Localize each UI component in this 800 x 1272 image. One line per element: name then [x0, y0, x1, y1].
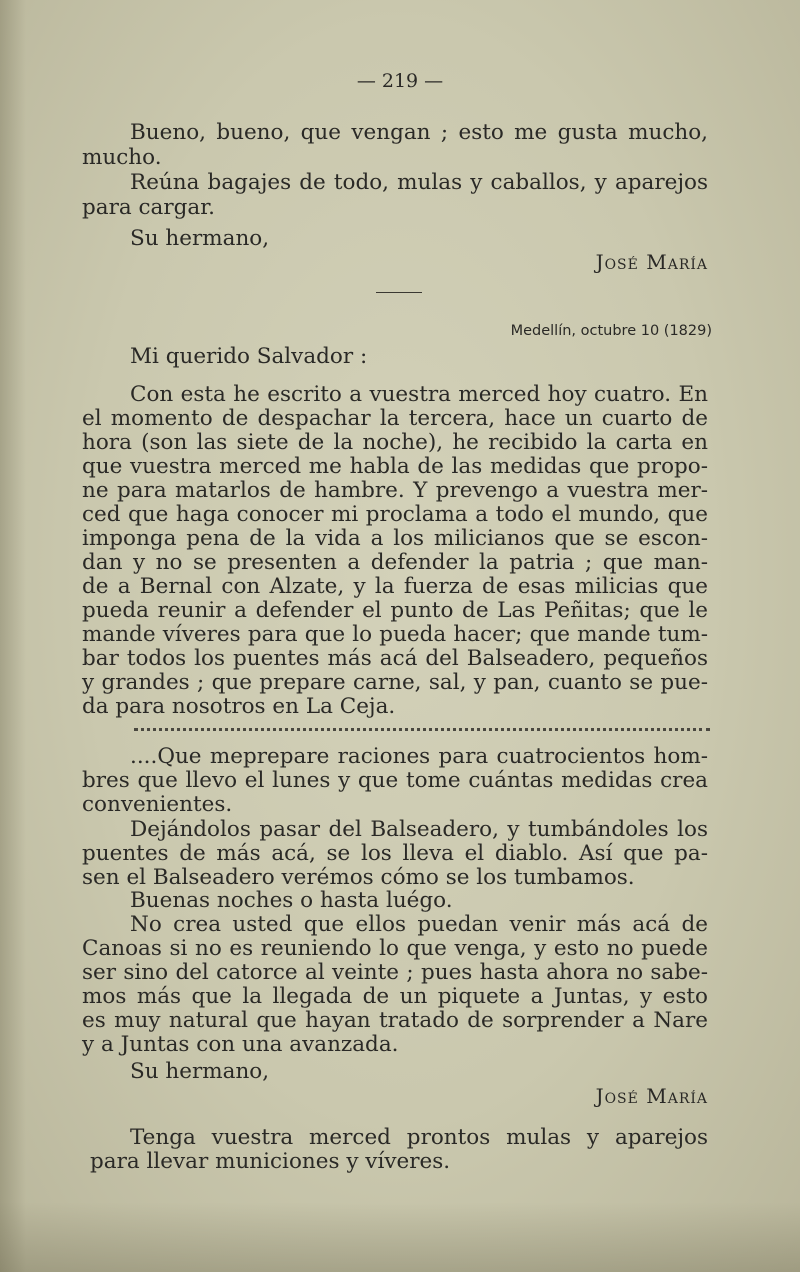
para2-line-3: convenientes. [82, 792, 233, 817]
ellipsis-rule [134, 722, 710, 731]
page-number: — 219 — [356, 70, 444, 92]
letter2-closing: Su hermano, [130, 1059, 270, 1084]
letter1-line-4: para cargar. [82, 195, 215, 220]
para3-line-1: Dejándolos pasar del Balseadero, y tumbándoles los [130, 817, 708, 842]
para1-line-2: el momento de despachar la tercera, hace un cuarto de [82, 406, 708, 431]
postscript-line-1: Tenga vuestra merced prontos mulas y aparejos [130, 1125, 708, 1150]
letter2-dateline: Medellín, octubre 10 (1829) [510, 323, 712, 339]
letter1-signature: José María [595, 250, 708, 274]
para2-line-2: bres que llevo el lunes y que tome cuántas medidas crea [82, 768, 708, 793]
para1-line-14: da para nosotros en La Ceja. [82, 694, 396, 719]
letter2-signature: José María [595, 1084, 708, 1108]
para1-line-9: de a Bernal con Alzate, y la fuerza de esas milicias que [82, 574, 708, 599]
letter1-closing: Su hermano, [130, 226, 270, 251]
para1-line-12: bar todos los puentes más acá del Balseadero, pequeños [82, 646, 708, 671]
para5-line-2: Canoas si no es reuniendo lo que venga, y esto no puede [82, 936, 708, 961]
para1-line-6: ced que haga conocer mi proclama a todo el mundo, que [82, 502, 708, 527]
para1-line-4: que vuestra merced me habla de las medidas que propo- [82, 454, 708, 479]
para5-line-5: es muy natural que hayan tratado de sorprender a Nare [82, 1008, 708, 1033]
para5-line-4: mos más que la llegada de un piquete a Juntas, y esto [82, 984, 708, 1009]
letter2-salutation: Mi querido Salvador : [130, 344, 368, 369]
para5-line-1: No crea usted que ellos puedan venir más acá de [130, 912, 708, 937]
para1-line-11: mande víveres para que lo pueda hacer; que mande tum- [82, 622, 708, 647]
para1-line-3: hora (son las siete de la noche), he recibido la carta en [82, 430, 708, 455]
postscript-line-2: para llevar municiones y víveres. [90, 1149, 451, 1174]
para5-line-3: ser sino del catorce al veinte ; pues hasta ahora no sabe- [82, 960, 708, 985]
para1-line-1: Con esta he escrito a vuestra merced hoy cuatro. En [130, 382, 708, 407]
para3-line-2: puentes de más acá, se los lleva el diablo. Así que pa- [82, 841, 708, 866]
para1-line-10: pueda reunir a defender el punto de Las Peñitas; que le [82, 598, 708, 623]
para1-line-7: imponga pena de la vida a los milicianos que se escon- [82, 526, 708, 551]
para1-line-5: ne para matarlos de hambre. Y prevengo a vuestra mer- [82, 478, 708, 503]
letter1-line-2: mucho. [82, 145, 162, 170]
para1-line-13: y grandes ; que prepare carne, sal, y pan, cuanto se pue- [82, 670, 708, 695]
letter1-line-3: Reúna bagajes de todo, mulas y caballos, y aparejos [130, 170, 708, 195]
para1-line-8: dan y no se presenten a defender la patria ; que man- [82, 550, 708, 575]
section-divider [376, 292, 422, 293]
letter1-line-1: Bueno, bueno, que vengan ; esto me gusta mucho, [130, 120, 708, 145]
para2-line-1: ....Que meprepare raciones para cuatrocientos hom- [130, 744, 708, 769]
para5-line-6: y a Juntas con una avanzada. [82, 1032, 399, 1057]
para4-line: Buenas noches o hasta luégo. [130, 888, 453, 913]
para3-line-3: sen el Balseadero verémos cómo se los tumbamos. [82, 865, 635, 890]
